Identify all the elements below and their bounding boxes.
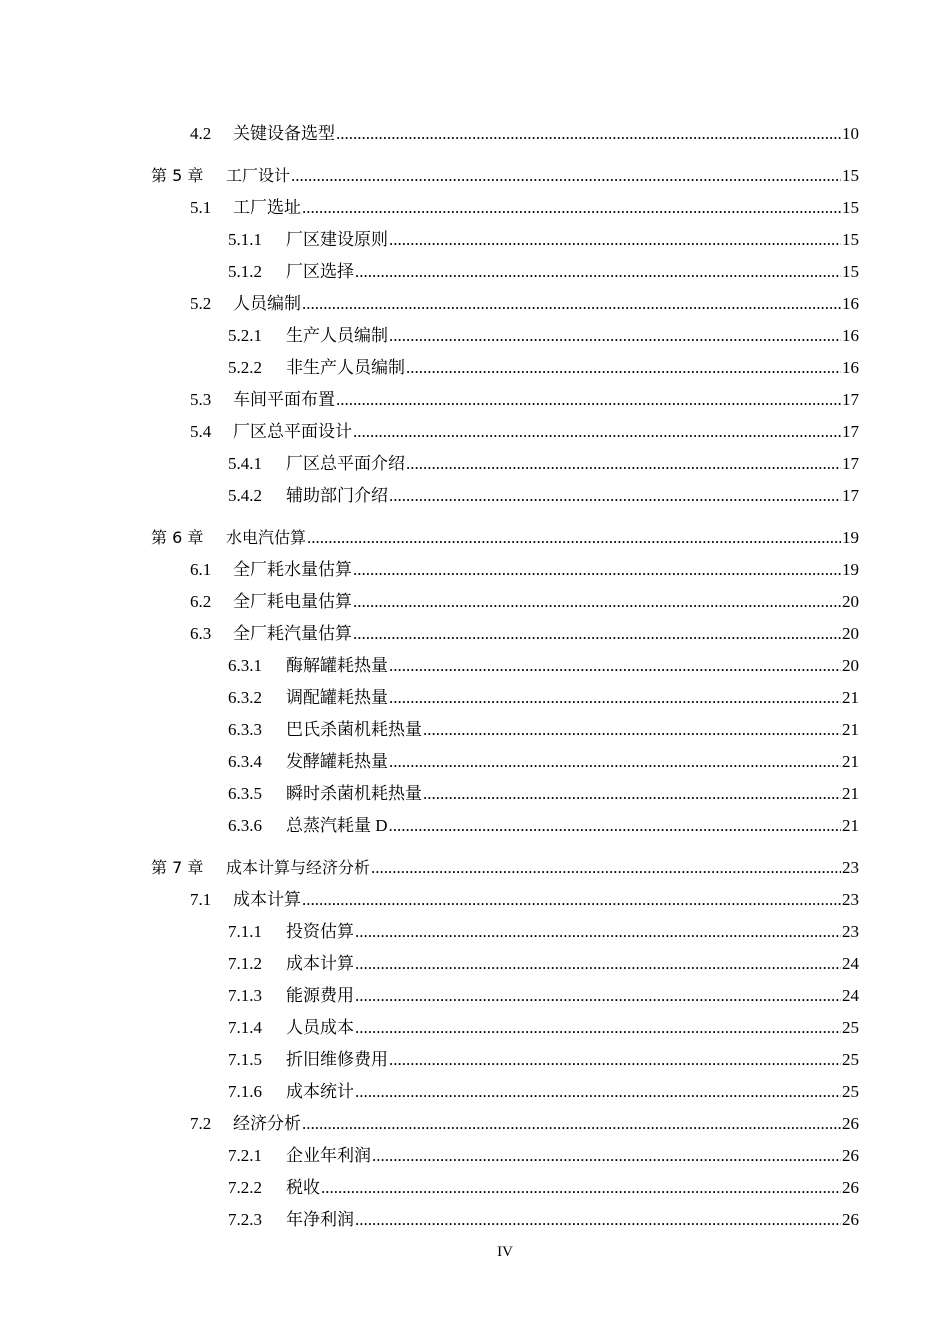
toc-entry-page: 15 xyxy=(842,262,859,281)
toc-entry-title: 巴氏杀菌机耗热量 xyxy=(286,720,422,739)
toc-entry-number: 第 5 章 xyxy=(151,166,204,185)
toc-dot-leader xyxy=(406,454,841,474)
toc-entry-title: 厂区建设原则 xyxy=(286,230,388,249)
toc-dot-leader xyxy=(389,688,841,708)
toc-entry-number: 7.2.1 xyxy=(228,1146,262,1165)
toc-entry-title: 车间平面布置 xyxy=(233,390,335,409)
toc-dot-leader xyxy=(389,230,841,250)
toc-entry-page: 26 xyxy=(842,1114,859,1133)
toc-entry-number: 5.1 xyxy=(190,198,212,217)
toc-entry-page: 24 xyxy=(842,986,859,1005)
toc-dot-leader xyxy=(389,1050,841,1070)
toc-dot-leader xyxy=(302,198,841,218)
toc-entry-page: 24 xyxy=(842,954,859,973)
toc-entry-number: 第 7 章 xyxy=(151,858,204,877)
toc-dot-leader xyxy=(302,1114,841,1134)
toc-section-entry[interactable] xyxy=(0,918,859,942)
toc-section-entry[interactable] xyxy=(0,226,859,250)
toc-entry-title: 工厂设计 xyxy=(226,166,291,185)
toc-entry-title: 税收 xyxy=(286,1178,320,1197)
toc-entry-page: 21 xyxy=(842,752,859,771)
toc-entry-number: 5.4 xyxy=(190,422,212,441)
toc-dot-leader xyxy=(423,784,841,804)
toc-entry-title: 全厂耗汽量估算 xyxy=(233,624,352,643)
toc-section-entry[interactable] xyxy=(0,780,859,804)
toc-entry-title: 经济分析 xyxy=(233,1114,301,1133)
toc-entry-title: 人员编制 xyxy=(233,294,301,313)
toc-entry-title: 成本计算与经济分析 xyxy=(226,858,371,877)
toc-entry-number: 6.3 xyxy=(190,624,212,643)
toc-entry-number: 7.2.3 xyxy=(228,1210,262,1229)
toc-dot-leader xyxy=(291,166,841,186)
toc-entry-number: 5.1.2 xyxy=(228,262,262,281)
toc-entry-number: 7.1 xyxy=(190,890,212,909)
toc-section-entry[interactable] xyxy=(0,716,859,740)
toc-entry-page: 26 xyxy=(842,1178,859,1197)
toc-dot-leader xyxy=(302,890,841,910)
toc-section-entry[interactable] xyxy=(0,1174,859,1198)
toc-entry-number: 6.3.3 xyxy=(228,720,262,739)
toc-entry-number: 第 6 章 xyxy=(151,528,204,547)
toc-dot-leader xyxy=(389,656,841,676)
toc-dot-leader xyxy=(355,922,841,942)
toc-section-entry[interactable] xyxy=(0,1110,859,1134)
toc-entry-title: 年净利润 xyxy=(286,1210,354,1229)
toc-section-entry[interactable] xyxy=(0,1046,859,1070)
toc-dot-leader xyxy=(372,1146,841,1166)
toc-dot-leader xyxy=(389,816,841,836)
toc-dot-leader xyxy=(302,294,841,314)
toc-entry-title: 辅助部门介绍 xyxy=(286,486,388,505)
toc-section-entry[interactable] xyxy=(0,684,859,708)
toc-entry-title: 厂区选择 xyxy=(286,262,354,281)
toc-entry-page: 17 xyxy=(842,422,859,441)
toc-section-entry[interactable] xyxy=(0,1078,859,1102)
toc-entry-title: 成本计算 xyxy=(286,954,354,973)
toc-entry-page: 25 xyxy=(842,1082,859,1101)
toc-section-entry[interactable] xyxy=(0,652,859,676)
toc-section-entry[interactable] xyxy=(0,556,859,580)
toc-entry-page: 15 xyxy=(842,198,859,217)
toc-entry-number: 5.1.1 xyxy=(228,230,262,249)
toc-section-entry[interactable] xyxy=(0,450,859,474)
toc-section-entry[interactable] xyxy=(0,886,859,910)
toc-entry-number: 5.2.2 xyxy=(228,358,262,377)
toc-entry-number: 7.1.2 xyxy=(228,954,262,973)
toc-entry-page: 26 xyxy=(842,1210,859,1229)
toc-entry-page: 17 xyxy=(842,486,859,505)
toc-section-entry[interactable] xyxy=(0,1206,859,1230)
toc-entry-number: 5.4.2 xyxy=(228,486,262,505)
toc-entry-title: 厂区总平面设计 xyxy=(233,422,352,441)
toc-section-entry[interactable] xyxy=(0,418,859,442)
toc-dot-leader xyxy=(355,1018,841,1038)
toc-dot-leader xyxy=(353,624,841,644)
toc-entry-title: 总蒸汽耗量 D xyxy=(286,816,388,835)
toc-section-entry[interactable] xyxy=(0,588,859,612)
toc-dot-leader xyxy=(353,422,841,442)
toc-entry-title: 厂区总平面介绍 xyxy=(286,454,405,473)
toc-dot-leader xyxy=(355,954,841,974)
toc-entry-page: 17 xyxy=(842,390,859,409)
toc-entry-number: 7.1.3 xyxy=(228,986,262,1005)
toc-entry-title: 企业年利润 xyxy=(286,1146,371,1165)
toc-dot-leader xyxy=(389,752,841,772)
toc-entry-title: 发酵罐耗热量 xyxy=(286,752,388,771)
toc-entry-title: 水电汽估算 xyxy=(226,528,307,547)
toc-entry-page: 15 xyxy=(842,166,859,185)
toc-entry-number: 7.1.5 xyxy=(228,1050,262,1069)
toc-entry-page: 21 xyxy=(842,688,859,707)
toc-entry-number: 7.2.2 xyxy=(228,1178,262,1197)
toc-entry-page: 23 xyxy=(842,858,859,877)
toc-dot-leader xyxy=(355,1210,841,1230)
toc-section-entry[interactable] xyxy=(0,194,859,218)
toc-entry-number: 7.1.4 xyxy=(228,1018,262,1037)
toc-dot-leader xyxy=(423,720,841,740)
toc-entry-page: 16 xyxy=(842,358,859,377)
toc-entry-title: 成本统计 xyxy=(286,1082,354,1101)
toc-section-entry[interactable] xyxy=(0,620,859,644)
toc-entry-title: 调配罐耗热量 xyxy=(286,688,388,707)
toc-entry-title: 投资估算 xyxy=(286,922,354,941)
toc-entry-title: 全厂耗水量估算 xyxy=(233,560,352,579)
toc-dot-leader xyxy=(389,486,841,506)
toc-entry-title: 人员成本 xyxy=(286,1018,354,1037)
toc-entry-page: 20 xyxy=(842,592,859,611)
toc-section-entry[interactable] xyxy=(0,1142,859,1166)
toc-dot-leader xyxy=(355,986,841,1006)
toc-dot-leader xyxy=(336,390,841,410)
toc-section-entry[interactable] xyxy=(0,748,859,772)
toc-entry-title: 酶解罐耗热量 xyxy=(286,656,388,675)
toc-entry-page: 21 xyxy=(842,784,859,803)
toc-entry-page: 21 xyxy=(842,720,859,739)
toc-section-entry[interactable] xyxy=(0,982,859,1006)
toc-entry-number: 6.3.1 xyxy=(228,656,262,675)
toc-dot-leader xyxy=(353,592,841,612)
toc-dot-leader xyxy=(321,1178,841,1198)
toc-entry-title: 折旧维修费用 xyxy=(286,1050,388,1069)
toc-dot-leader xyxy=(353,560,841,580)
toc-section-entry[interactable] xyxy=(0,386,859,410)
toc-section-entry[interactable] xyxy=(0,120,859,144)
toc-dot-leader xyxy=(371,858,841,878)
toc-entry-page: 19 xyxy=(842,528,859,547)
toc-section-entry[interactable] xyxy=(0,290,859,314)
toc-entry-number: 6.2 xyxy=(190,592,212,611)
toc-entry-number: 6.3.6 xyxy=(228,816,262,835)
toc-section-entry[interactable] xyxy=(0,258,859,282)
toc-section-entry[interactable] xyxy=(0,812,859,836)
toc-entry-page: 25 xyxy=(842,1018,859,1037)
toc-entry-title: 能源费用 xyxy=(286,986,354,1005)
toc-entry-number: 7.1.6 xyxy=(228,1082,262,1101)
toc-entry-page: 23 xyxy=(842,890,859,909)
toc-section-entry[interactable] xyxy=(0,322,859,346)
toc-section-entry[interactable] xyxy=(0,950,859,974)
toc-entry-page: 23 xyxy=(842,922,859,941)
toc-chapter-entry[interactable] xyxy=(0,854,859,878)
toc-entry-number: 5.2.1 xyxy=(228,326,262,345)
toc-entry-page: 17 xyxy=(842,454,859,473)
page-number-footer: IV xyxy=(497,1244,513,1260)
toc-entry-title: 生产人员编制 xyxy=(286,326,388,345)
toc-entry-page: 19 xyxy=(842,560,859,579)
toc-dot-leader xyxy=(336,124,841,144)
toc-entry-page: 21 xyxy=(842,816,859,835)
toc-entry-page: 10 xyxy=(842,124,859,143)
toc-entry-number: 6.3.4 xyxy=(228,752,262,771)
toc-entry-number: 7.2 xyxy=(190,1114,212,1133)
toc-entry-title: 全厂耗电量估算 xyxy=(233,592,352,611)
toc-entry-number: 4.2 xyxy=(190,124,212,143)
toc-entry-page: 16 xyxy=(842,294,859,313)
toc-section-entry[interactable] xyxy=(0,354,859,378)
toc-dot-leader xyxy=(355,262,841,282)
toc-dot-leader xyxy=(307,528,841,548)
toc-section-entry[interactable] xyxy=(0,1014,859,1038)
toc-dot-leader xyxy=(389,326,841,346)
toc-entry-page: 15 xyxy=(842,230,859,249)
toc-entry-number: 6.3.2 xyxy=(228,688,262,707)
toc-entry-page: 20 xyxy=(842,624,859,643)
toc-entry-number: 5.4.1 xyxy=(228,454,262,473)
toc-dot-leader xyxy=(355,1082,841,1102)
toc-entry-page: 16 xyxy=(842,326,859,345)
toc-entry-page: 26 xyxy=(842,1146,859,1165)
toc-entry-page: 25 xyxy=(842,1050,859,1069)
toc-entry-number: 5.3 xyxy=(190,390,212,409)
toc-chapter-entry[interactable] xyxy=(0,162,859,186)
toc-entry-number: 7.1.1 xyxy=(228,922,262,941)
toc-entry-page: 20 xyxy=(842,656,859,675)
toc-entry-number: 6.1 xyxy=(190,560,212,579)
toc-entry-title: 工厂选址 xyxy=(233,198,301,217)
toc-entry-number: 5.2 xyxy=(190,294,212,313)
toc-entry-title: 瞬时杀菌机耗热量 xyxy=(286,784,422,803)
toc-entry-title: 非生产人员编制 xyxy=(286,358,405,377)
toc-entry-title: 关键设备选型 xyxy=(233,124,335,143)
toc-dot-leader xyxy=(406,358,841,378)
toc-section-entry[interactable] xyxy=(0,482,859,506)
toc-entry-number: 6.3.5 xyxy=(228,784,262,803)
toc-entry-title: 成本计算 xyxy=(233,890,301,909)
toc-chapter-entry[interactable] xyxy=(0,524,859,548)
